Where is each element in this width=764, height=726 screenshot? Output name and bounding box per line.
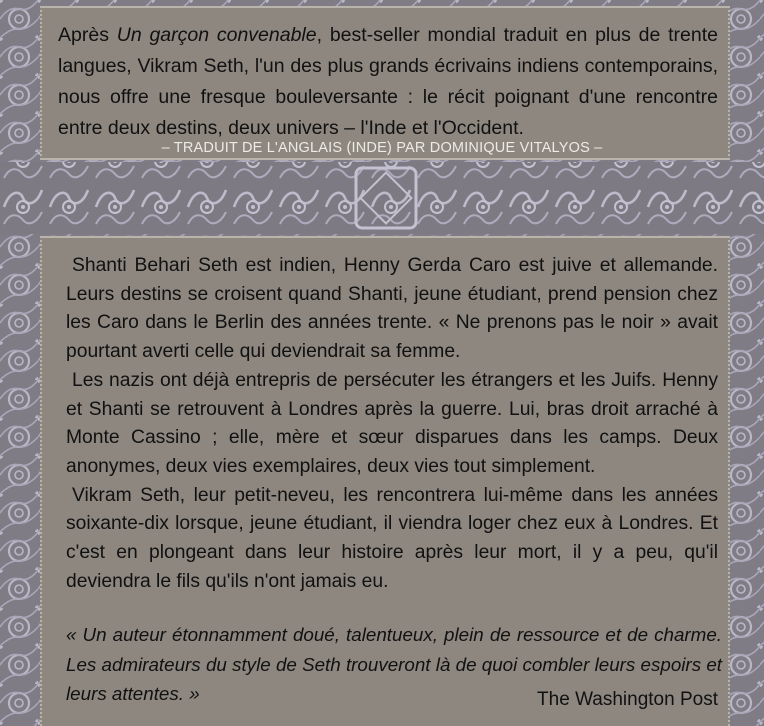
translator-credit: – TRADUIT DE L'ANGLAIS (INDE) PAR DOMINIQUE VITALYOS – [161,140,603,156]
press-source: The Washington Post [537,689,718,710]
intro-rest: , best-seller mondial traduit en plus de trente langues, Vikram Seth, l'un des plus grands écrivains indiens contemporains, nous offre une fresque bouleversante : le récit poignant d'une rencontre entre deux destins, deux univers – l'Inde et l'Occident. [58,24,718,139]
summary-paragraph: Shanti Behari Seth est indien, Henny Gerda Caro est juive et allemande. Leurs destins se croisent quand Shanti, jeune étudiant, prend pension chez les Caro dans le Berlin des années trente. « Ne prenons pas le noir » avait pourtant averti celle qui deviendrait sa femme. [66,255,718,363]
book-title: Un garçon convenable [116,24,317,46]
intro-lead: Après [58,24,117,46]
summary-text [66,252,718,596]
intro-paragraph [58,20,718,144]
press-quote: « Un auteur étonnamment doué, talentueux, plein de ressource et de charme. Les admirateurs du style de Seth trouveront là de quoi combler leurs espoirs et leurs attentes. » [66,624,722,704]
summary-paragraph: Vikram Seth, leur petit-neveu, les rencontrera lui-même dans les années soixante-dix lorsque, jeune étudiant, il viendra loger chez eux à Londres. Et c'est en plongeant dans leur histoire après leur mort, il y a peu, qu'il deviendra le fils qu'ils n'ont jamais eu. [66,484,718,592]
summary-paragraph: Les nazis ont déjà entrepris de persécuter les étrangers et les Juifs. Henny et Shanti se retrouvent à Londres après la guerre. Lui, bras droit arraché à Monte Cassino ; elle, mère et sœur disparues dans les camps. Deux anonymes, deux vies exemplaires, deux vies tout simplement. [66,369,718,477]
